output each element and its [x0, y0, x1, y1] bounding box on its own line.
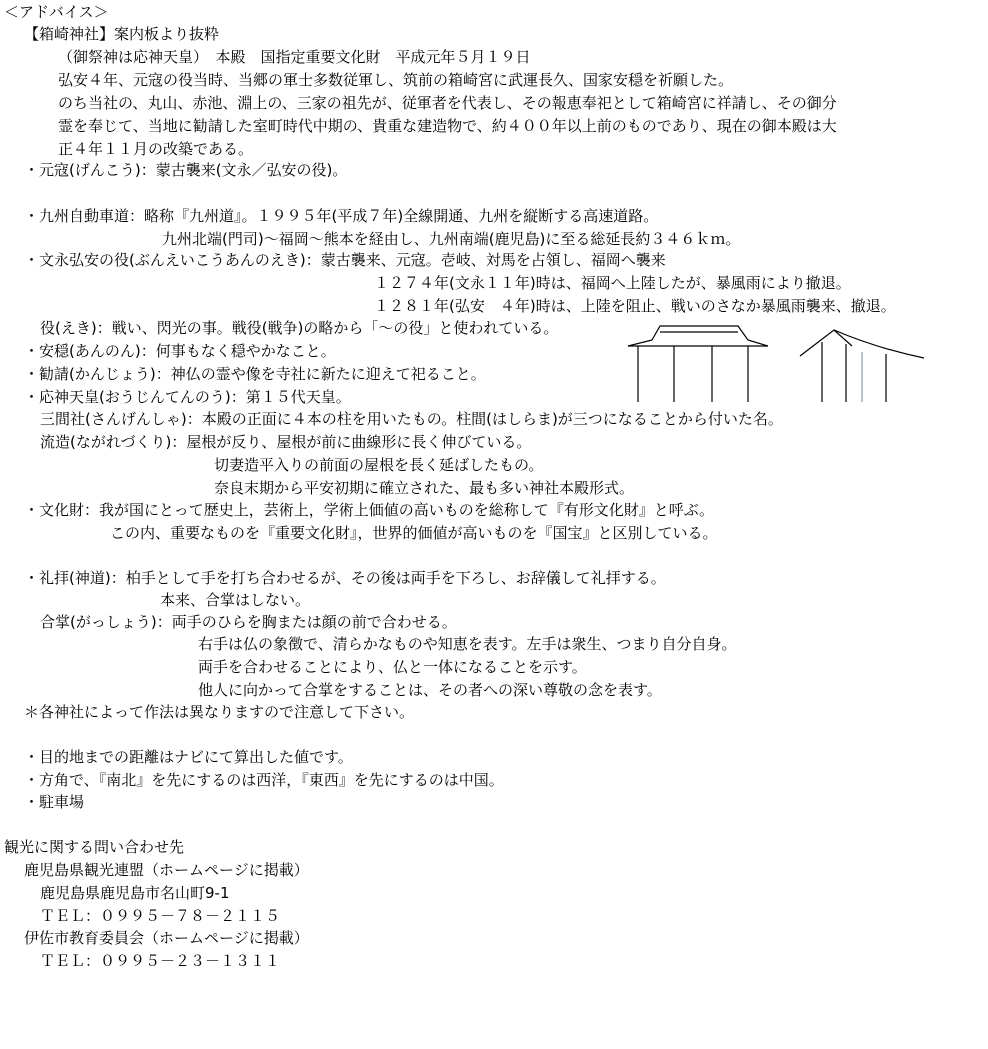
note-nagare-detail: 奈良末期から平安初期に確立された、最も多い神社本殿形式。 [214, 479, 635, 497]
contact-phone: ＴＥＬ：０９９５－２３－１３１１ [40, 952, 281, 970]
hakozaki-line: 霊を奉じて、当地に勧請した室町時代中期の、貴重な建造物で、約４００年以上前のものであり、現在の御本殿は大 [58, 117, 837, 135]
hakozaki-line: （御祭神は応神天皇） 本殿 国指定重要文化財 平成元年５月１９日 [58, 48, 531, 66]
hakozaki-line: 正４年１１月の改築である。 [58, 140, 254, 158]
hakozaki-title: 【箱崎神社】案内板より抜粋 [24, 25, 220, 43]
note-kanjo: ・勧請(かんじょう)：神仏の霊や像を寺社に新たに迎えて祀ること。 [24, 365, 486, 383]
note-distance: ・目的地までの距離はナビにて算出した値です。 [24, 748, 353, 766]
shrine-side-sketch-icon [796, 322, 928, 402]
note-caution: ＊各神社によって作法は異なりますので注意して下さい。 [24, 703, 415, 721]
shrine-front-sketch-icon [620, 318, 770, 402]
note-annon: ・安穏(あんのん)：何事もなく穏やかなこと。 [24, 342, 336, 360]
note-reihai-detail: 本来、合掌はしない。 [160, 591, 311, 609]
hakozaki-line: 弘安４年、元寇の役当時、当郷の軍士多数従軍し、筑前の箱崎宮に武運長久、国家安穏を祈願した。 [58, 71, 734, 89]
note-gassho: 合掌(がっしょう)：両手のひらを胸または顔の前で合わせる。 [40, 613, 457, 631]
note-direction: ・方角で、『南北』を先にするのは西洋，『東西』を先にするのは中国。 [24, 771, 504, 789]
contact-heading: 観光に関する問い合わせ先 [4, 838, 185, 856]
note-parking: ・駐車場 [24, 793, 85, 811]
note-gassho-detail: 右手は仏の象徴で、清らかなものや知恵を表す。左手は衆生、つまり自分自身。 [198, 635, 737, 653]
note-gassho-detail: 他人に向かって合掌をすることは、その者への深い尊敬の念を表す。 [198, 681, 662, 699]
note-genko: ・元寇(げんこう)：蒙古襲来(文永／弘安の役)。 [24, 161, 348, 179]
note-nagare: 流造(ながれづくり)：屋根が反り、屋根が前に曲線形に長く伸びている。 [40, 433, 532, 451]
note-bunkazai-detail: この内、重要なものを『重要文化財』，世界的価値が高いものを『国宝』と区別している。 [110, 524, 718, 542]
note-bunkazai: ・文化財：我が国にとって歴史上，芸術上，学術上価値の高いものを総称して『有形文化財』と呼ぶ。 [24, 501, 715, 519]
note-kyushu-expressway: ・九州自動車道：略称『九州道』。１９９５年(平成７年)全線開通、九州を縦断する高速道路。 [24, 207, 659, 225]
note-sangensha: 三間社(さんげんしゃ)：本殿の正面に４本の柱を用いたもの。柱間(はしらま)が三つになることから付いた名。 [40, 410, 783, 428]
note-bunei-1274: １２７４年(文永１１年)時は、福岡へ上陸したが、暴風雨により撤退。 [374, 274, 851, 292]
note-eki: 役(えき)：戦い、閃光の事。戦役(戦争)の略から「～の役」と使われている。 [40, 319, 559, 337]
note-nagare-detail: 切妻造平入りの前面の屋根を長く延ばしたもの。 [214, 456, 544, 474]
contact-phone: ＴＥＬ：０９９５－７８－２１１５ [40, 907, 281, 925]
hakozaki-line: のち当社の、丸山、赤池、淵上の、三家の祖先が、従軍者を代表し、その報恵奉祀として箱崎宮に祥請し、その御分 [58, 94, 837, 112]
contact-address: 鹿児島県鹿児島市名山町9-1 [40, 884, 230, 902]
note-gassho-detail: 両手を合わせることにより、仏と一体になることを示す。 [198, 658, 587, 676]
note-reihai: ・礼拝(神道)：柏手として手を打ち合わせるが、その後は両手を下ろし、お辞儀して礼拝する。 [24, 569, 666, 587]
contact-org-tourism-federation: 鹿児島県観光連盟（ホームページに掲載） [24, 861, 309, 879]
contact-org-board-of-education: 伊佐市教育委員会（ホームページに掲載） [24, 929, 309, 947]
note-bunei-koan: ・文永弘安の役(ぶんえいこうあんのえき)：蒙古襲来、元寇。壱岐、対馬を占領し、福岡へ襲来 [24, 251, 666, 269]
note-kyushu-expressway-detail: 九州北端(門司)～福岡～熊本を経由し、九州南端(鹿児島)に至る総延長約３４６ｋｍ。 [162, 230, 741, 248]
note-ojin: ・応神天皇(おうじんてんのう)：第１５代天皇。 [24, 388, 351, 406]
advice-heading: ＜アドバイス＞ [4, 3, 109, 21]
note-koan-1281: １２８１年(弘安 ４年)時は、上陸を阻止、戦いのさなか暴風雨襲来、撤退。 [374, 297, 896, 315]
